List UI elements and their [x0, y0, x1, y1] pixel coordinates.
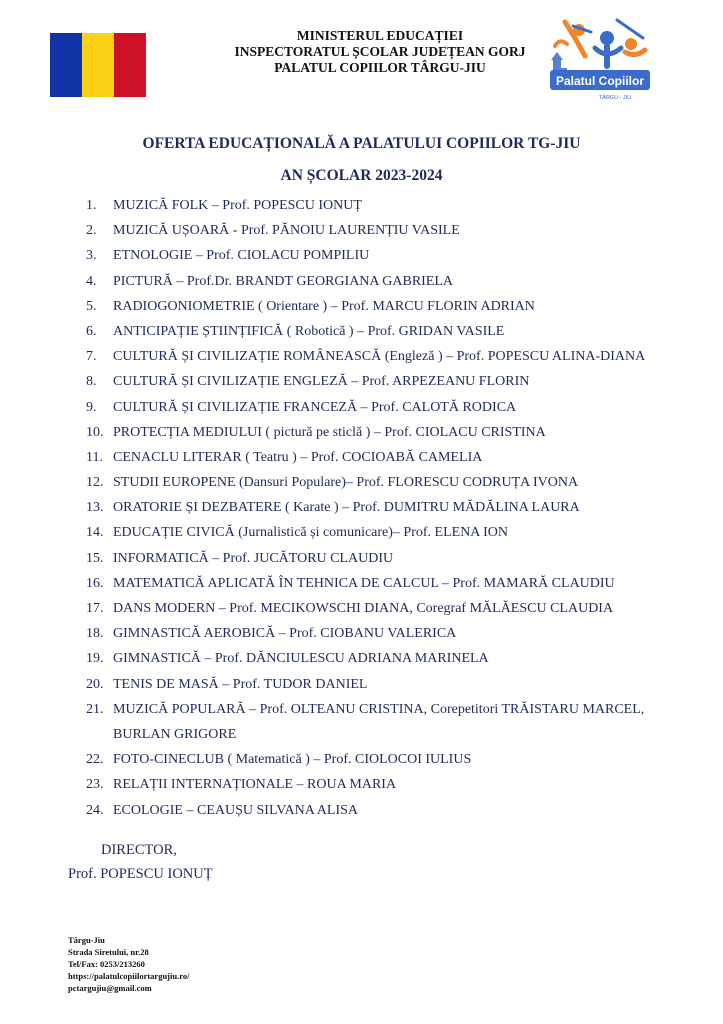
list-item	[86, 596, 696, 621]
list-item-number: 10.	[86, 424, 104, 440]
list-item-number: 18.	[86, 626, 104, 642]
list-item-text: CULTURĂ ȘI CIVILIZAȚIE FRANCEZĂ – Prof. CALOTĂ RODICA	[113, 399, 517, 415]
list-item-number: 15.	[86, 550, 104, 566]
list-item	[86, 571, 696, 596]
director-role: DIRECTOR,	[101, 842, 177, 858]
list-item-number: 17.	[86, 601, 104, 616]
footer-website[interactable]: https://palatulcopiilortargujiu.ro/	[68, 971, 190, 981]
flag-red-stripe	[114, 33, 146, 97]
list-item	[86, 697, 696, 747]
list-item-number: 12.	[86, 475, 104, 491]
director-name: Prof. POPESCU IONUȚ	[68, 866, 213, 882]
list-item	[86, 269, 696, 294]
list-item	[86, 520, 696, 545]
list-item	[86, 218, 696, 243]
list-item	[86, 747, 696, 772]
list-item-number: 4.	[86, 273, 97, 289]
list-item	[86, 294, 696, 319]
list-item-text: RELAȚII INTERNAȚIONALE – ROUA MARIA	[113, 777, 397, 793]
header-inspectorate: INSPECTORATUL ȘCOLAR JUDEȚEAN GORJ	[234, 44, 526, 59]
list-item-text: MUZICĂ POPULARĂ – Prof. OLTEANU CRISTINA, Corepetitori TRĂISTARU MARCEL,	[113, 701, 645, 717]
list-item-text: MUZICĂ UȘOARĂ - Prof. PĂNOIU LAURENȚIU VASILE	[113, 223, 460, 239]
contact-footer	[68, 934, 189, 994]
list-item-text: RADIOGONIOMETRIE ( Orientare ) – Prof. MARCU FLORIN ADRIAN	[113, 298, 535, 314]
list-item-number: 20.	[86, 676, 104, 692]
list-item-number: 5.	[86, 298, 97, 314]
list-item	[86, 445, 696, 470]
list-item	[86, 772, 696, 797]
list-item-text: ORATORIE ȘI DEZBATERE ( Karate ) – Prof. DUMITRU MĂDĂLINA LAURA	[113, 500, 580, 516]
list-item-number: 19.	[86, 651, 104, 667]
list-item-text: ETNOLOGIE – Prof. CIOLACU POMPILIU	[113, 248, 370, 264]
logo-subtitle-text: TÂRGU - JIU	[598, 95, 632, 101]
offer-list	[86, 193, 696, 823]
list-item	[86, 193, 696, 218]
list-item-text: TENIS DE MASĂ – Prof. TUDOR DANIEL	[113, 676, 368, 692]
list-item-number: 9.	[86, 399, 97, 415]
list-item-number: 13.	[86, 500, 104, 516]
list-item-number: 14.	[86, 525, 104, 541]
list-item-text: FOTO-CINECLUB ( Matematică ) – Prof. CIOLOCOI IULIUS	[113, 752, 472, 768]
list-item	[86, 420, 696, 445]
list-item-text: ANTICIPAȚIE ȘTIINȚIFICĂ ( Robotică ) – Prof. GRIDAN VASILE	[113, 323, 505, 339]
list-item-text: ECOLOGIE – CEAUȘU SILVANA ALISA	[113, 802, 359, 818]
list-item-text: PICTURĂ – Prof.Dr. BRANDT GEORGIANA GABRIELA	[113, 273, 454, 289]
school-year: AN ȘCOLAR 2023-2024	[280, 167, 443, 184]
list-item	[86, 369, 696, 394]
list-item-text: INFORMATICĂ – Prof. JUCĂTORU CLAUDIU	[113, 550, 394, 566]
list-item-text: EDUCAȚIE CIVICĂ (Jurnalistică și comunicare)– Prof. ELENA ION	[113, 525, 509, 541]
footer-street: Strada Siretului, nr.28	[68, 947, 149, 957]
list-item	[86, 646, 696, 671]
list-item	[86, 495, 696, 520]
list-item	[86, 344, 696, 369]
list-item-number: 22.	[86, 752, 104, 768]
list-item-number: 1.	[86, 198, 97, 213]
list-item-text: GIMNASTICĂ – Prof. DĂNCIULESCU ADRIANA MARINELA	[113, 651, 489, 667]
list-item-number: 21.	[86, 701, 104, 717]
logo-graphic	[545, 8, 655, 104]
list-item	[86, 243, 696, 268]
list-item-number: 24.	[86, 802, 104, 818]
logo-title-text: Palatul Copiilor	[555, 74, 645, 88]
list-item	[86, 621, 696, 646]
list-item-text: CULTURĂ ȘI CIVILIZAȚIE ROMÂNEASCĂ (Engleză ) – Prof. POPESCU ALINA-DIANA	[113, 349, 646, 365]
header-ministry: MINISTERUL EDUCAȚIEI	[296, 28, 464, 43]
list-item	[86, 470, 696, 495]
list-item	[86, 672, 696, 697]
romania-flag	[50, 33, 146, 97]
list-item-text: MUZICĂ FOLK – Prof. POPESCU IONUȚ	[113, 198, 362, 213]
list-item-number: 23.	[86, 777, 104, 793]
list-item-text: STUDII EUROPENE (Dansuri Populare)– Prof. FLORESCU CODRUȚA IVONA	[113, 475, 579, 491]
list-item-text: DANS MODERN – Prof. MECIKOWSCHI DIANA, Coregraf MĂLĂESCU CLAUDIA	[113, 601, 614, 616]
flag-yellow-stripe	[82, 33, 114, 97]
list-item-continuation: BURLAN GRIGORE	[113, 726, 237, 742]
footer-city: Târgu-Jiu	[68, 935, 105, 945]
list-item-text: GIMNASTICĂ AEROBICĂ – Prof. CIOBANU VALERICA	[113, 626, 457, 642]
list-item-text: CENACLU LITERAR ( Teatru ) – Prof. COCIOABĂ CAMELIA	[113, 449, 483, 465]
list-item	[86, 395, 696, 420]
list-item-number: 3.	[86, 248, 97, 264]
list-item-number: 6.	[86, 323, 97, 339]
footer-email[interactable]: pctargujiu@gmail.com	[68, 983, 152, 993]
list-item-text: PROTECȚIA MEDIULUI ( pictură pe sticlă ) – Prof. CIOLACU CRISTINA	[113, 424, 546, 440]
list-item-number: 8.	[86, 374, 97, 390]
list-item-number: 2.	[86, 223, 97, 239]
list-item	[86, 798, 696, 823]
list-item-number: 7.	[86, 349, 97, 365]
document-header	[190, 28, 570, 76]
palatul-copiilor-logo	[545, 8, 655, 104]
footer-phone: Tel/Fax: 0253/213260	[68, 959, 145, 969]
list-item-text: CULTURĂ ȘI CIVILIZAȚIE ENGLEZĂ – Prof. ARPEZEANU FLORIN	[113, 374, 530, 390]
flag-blue-stripe	[50, 33, 82, 97]
document-title: OFERTA EDUCAȚIONALĂ A PALATULUI COPIILOR TG-JIU	[142, 135, 581, 152]
list-item	[86, 546, 696, 571]
list-item-text: MATEMATICĂ APLICATĂ ÎN TEHNICA DE CALCUL – Prof. MAMARĂ CLAUDIU	[113, 575, 615, 591]
list-item-number: 16.	[86, 575, 104, 591]
header-institution: PALATUL COPIILOR TÂRGU-JIU	[274, 60, 486, 75]
list-item-number: 11.	[86, 449, 103, 465]
list-item	[86, 319, 696, 344]
